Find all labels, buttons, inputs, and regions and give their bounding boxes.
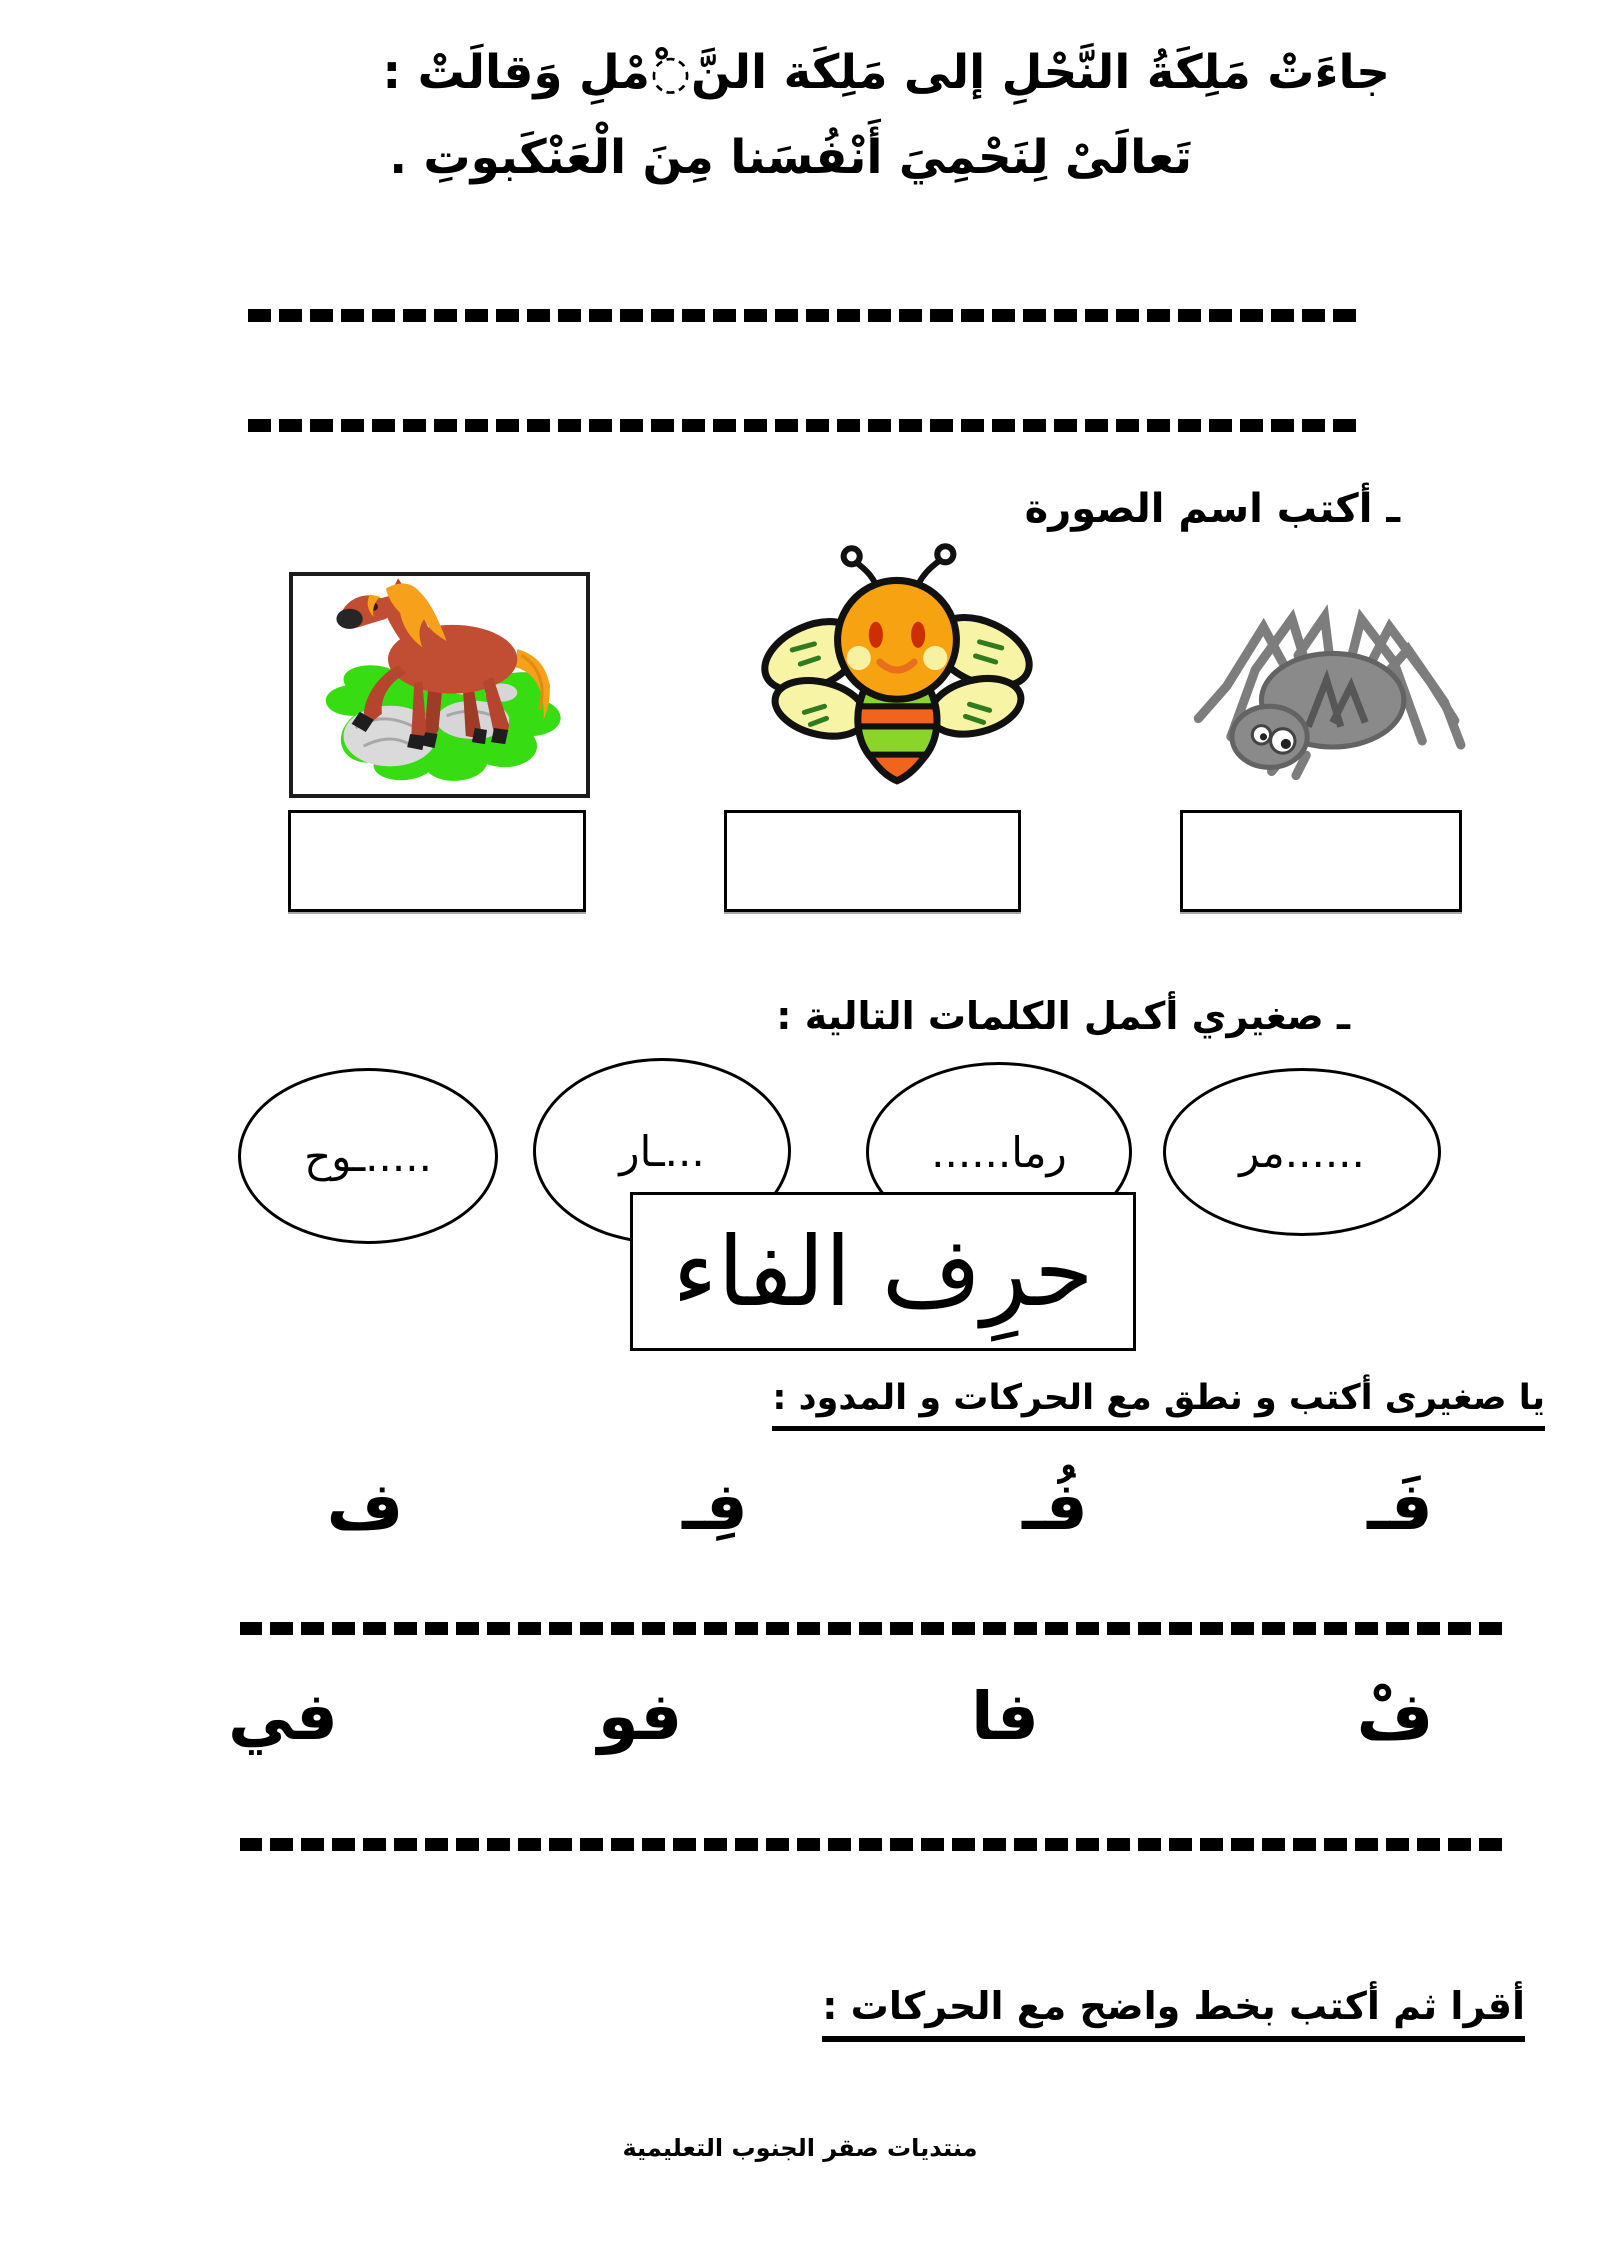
- letter-title: حرِف الفاء: [672, 1215, 1094, 1328]
- picture-name-answer-box-spider[interactable]: [1180, 810, 1462, 912]
- letter-fa-damma: فُـ: [1022, 1468, 1088, 1545]
- bee-image: [752, 535, 1044, 787]
- letter-fa-fatha: فَـ: [1367, 1468, 1433, 1545]
- letter-fa-waw: فو: [597, 1678, 683, 1755]
- writing-line[interactable]: [240, 1622, 1502, 1635]
- section-heading-picture-names: ـ أكتب اسم الصورة: [1024, 486, 1400, 532]
- horse-image-frame: [289, 572, 590, 798]
- letter-fa-alef: فا: [971, 1678, 1039, 1755]
- word-blank-oval[interactable]: [1163, 1068, 1441, 1236]
- letter-fa-kasra: فِـ: [682, 1468, 748, 1545]
- section-heading-complete-words: ـ صغيري أكمل الكلمات التالية :: [776, 994, 1350, 1038]
- section-heading-harakat: يا صغيرى أكتب و نطق مع الحركات و المدود :: [772, 1378, 1545, 1431]
- writing-line[interactable]: [243, 309, 1356, 322]
- word-blank-oval[interactable]: [238, 1068, 498, 1244]
- horse-image: [293, 576, 586, 794]
- partial-word: ......مر: [1239, 1127, 1365, 1177]
- picture-name-answer-box-horse[interactable]: [288, 810, 586, 912]
- story-line-1: جاءَتْ مَلِكَةُ النَّحْلِ إلى مَلِكَة النَّ◌ْمْلِ وَقالَتْ :: [382, 45, 1390, 100]
- picture-name-answer-box-bee[interactable]: [724, 810, 1021, 912]
- letter-fa-plain: ف: [326, 1468, 404, 1545]
- partial-word: رما......: [931, 1127, 1067, 1177]
- letter-fa-ya: في: [228, 1678, 338, 1755]
- spider-image: [1178, 596, 1468, 780]
- letter-fa-sukun: فْ: [1356, 1678, 1434, 1755]
- partial-word: .....ـوح: [304, 1131, 432, 1181]
- writing-line[interactable]: [243, 419, 1356, 432]
- footer-credit: منتديات صقر الجنوب التعليمية: [622, 2134, 978, 2162]
- section-heading-read-write: أقرا ثم أكتب بخط واضح مع الحركات :: [822, 1984, 1525, 2042]
- partial-word: ...ـار: [619, 1126, 705, 1176]
- writing-line[interactable]: [240, 1838, 1502, 1851]
- letter-title-box: [630, 1192, 1136, 1351]
- story-line-2: تَعالَىْ لِنَحْمِيَ أَنْفُسَنا مِنَ الْعَنْكَبوتِ .: [389, 130, 1192, 185]
